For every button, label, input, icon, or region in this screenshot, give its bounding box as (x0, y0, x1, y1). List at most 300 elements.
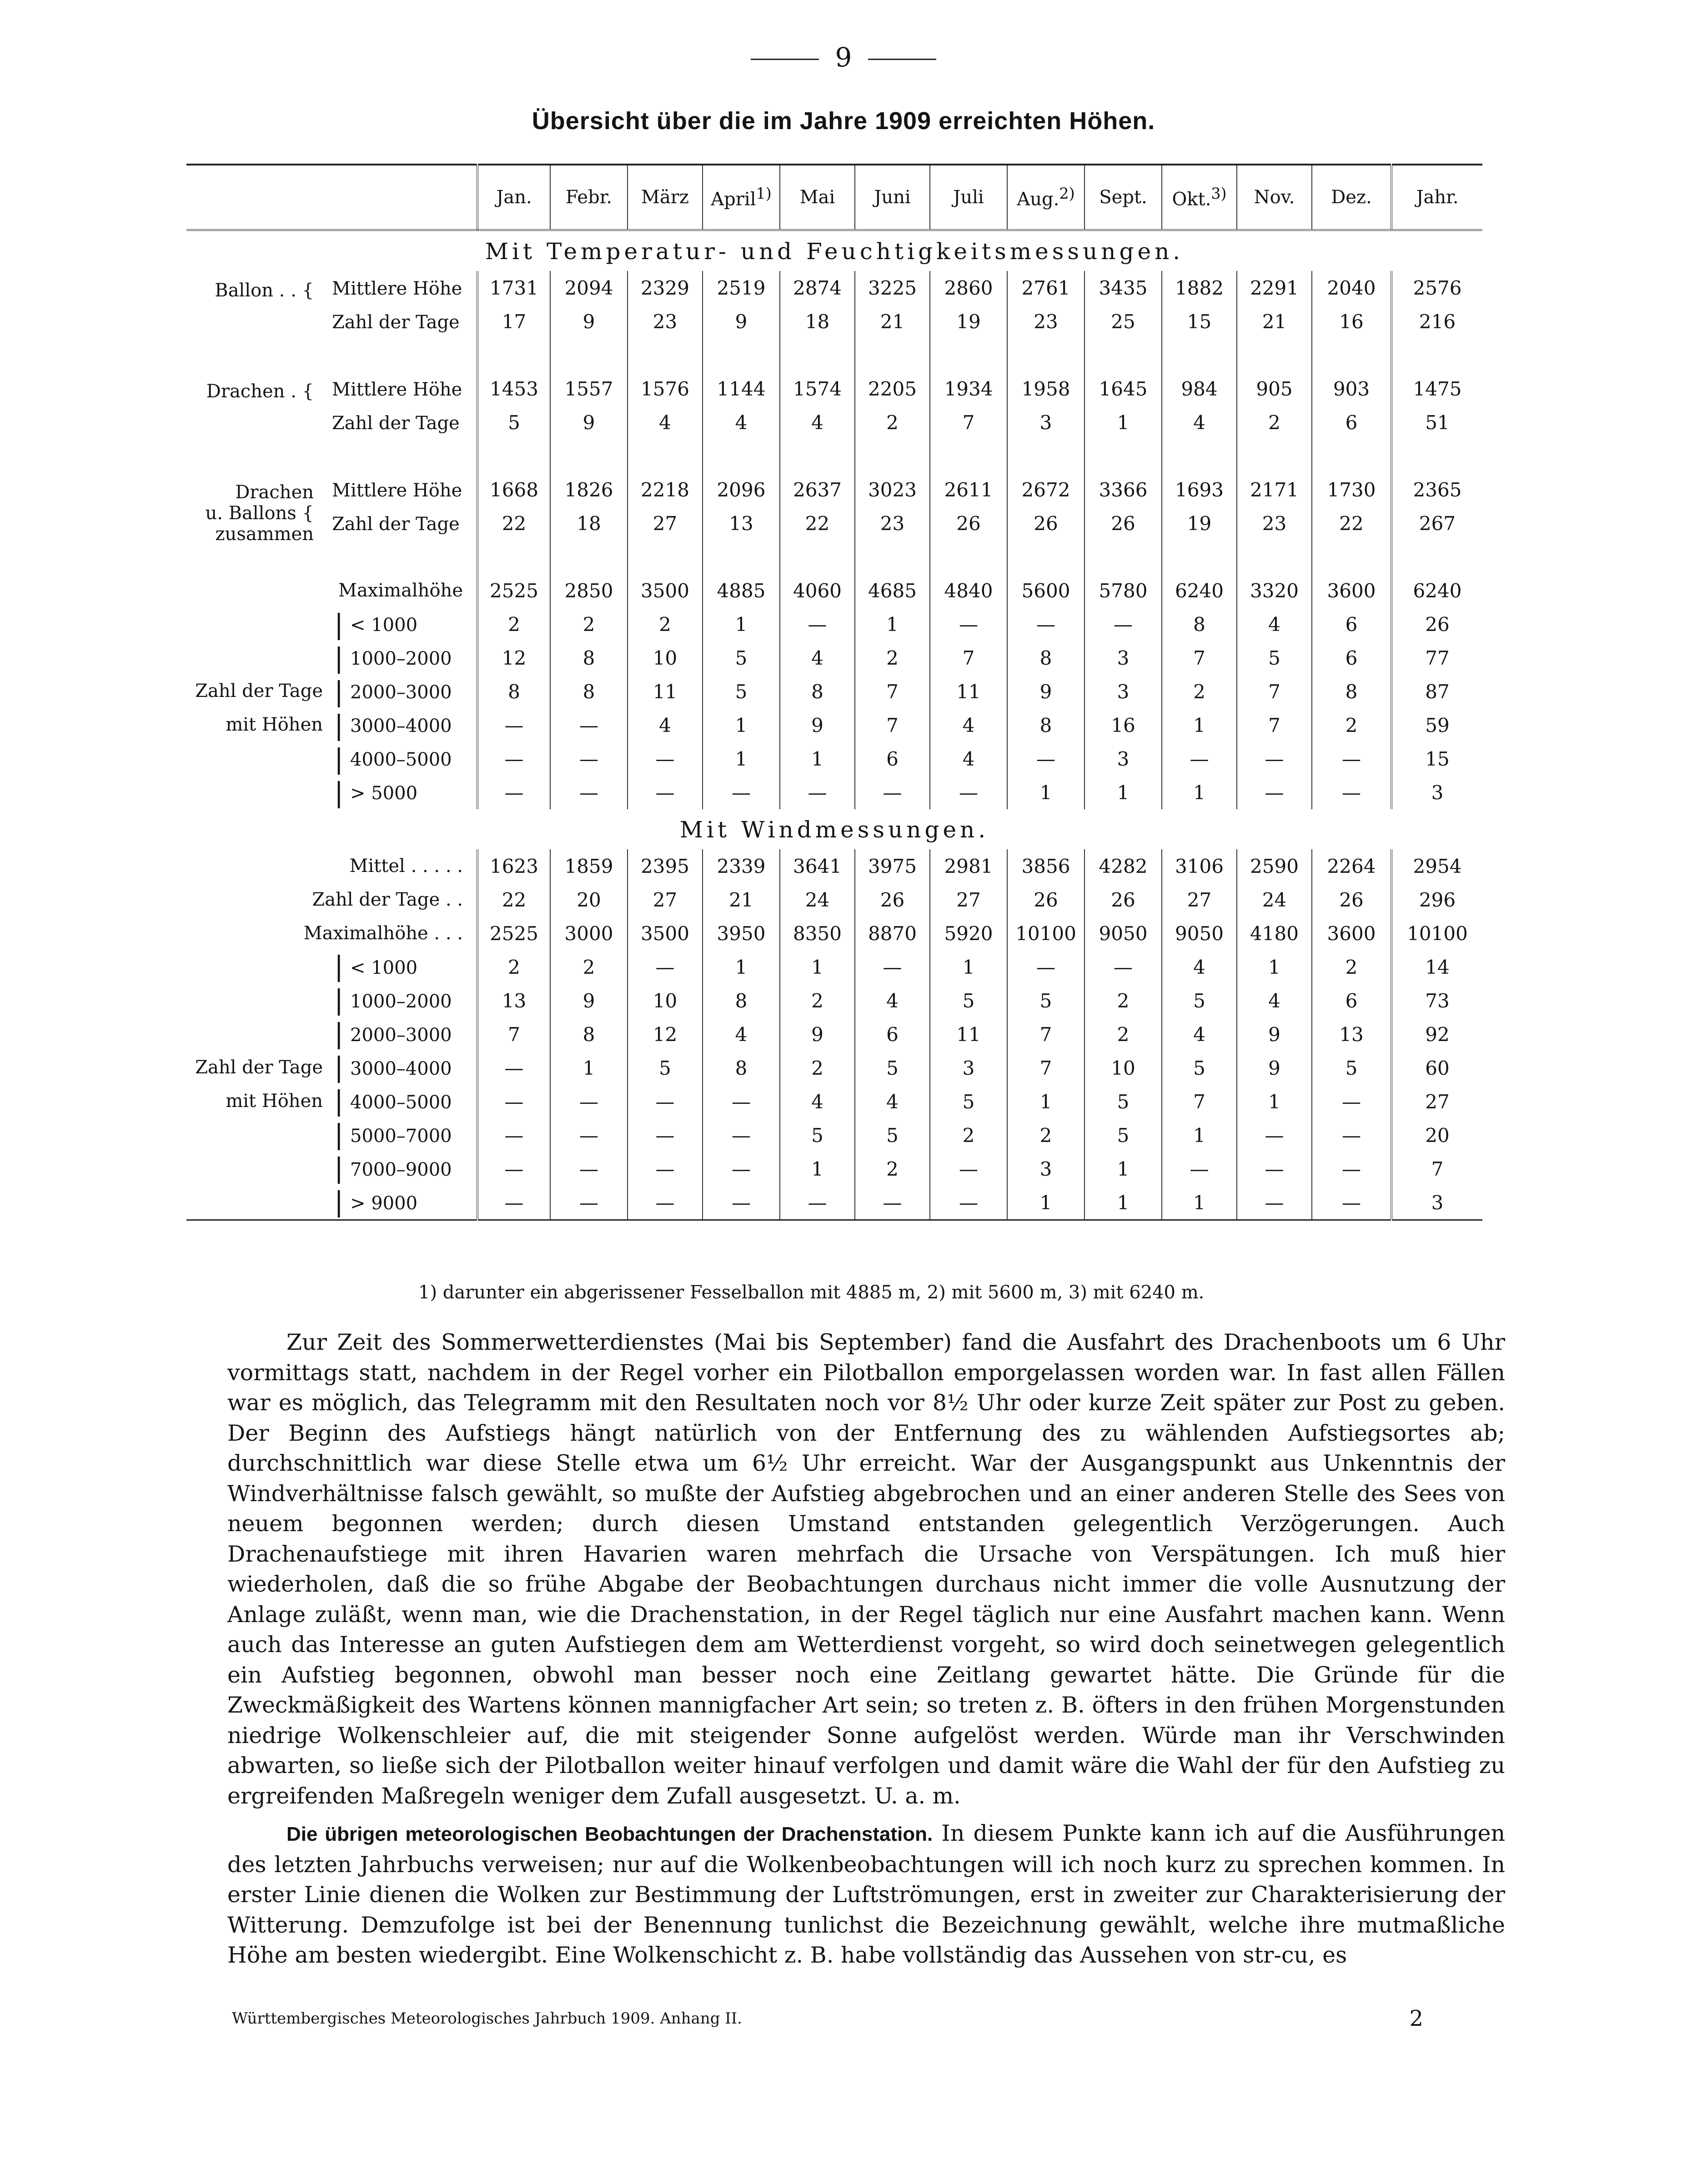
cell-bin2-5-11: — (1312, 1118, 1391, 1152)
drachen-mean-label: Drachen . { Mittlere Höhe (186, 372, 477, 406)
cell-ballon-days-10: 21 (1237, 305, 1312, 338)
paragraph-1 (227, 1327, 1505, 1811)
cell-bin2-0-12: 14 (1391, 950, 1482, 984)
cell-bin2-7-6: — (930, 1186, 1007, 1220)
cell-bin1-0-2: 2 (628, 607, 703, 641)
cell-bin2-0-1: 2 (550, 950, 628, 984)
cell-wmax-8: 9050 (1084, 917, 1162, 950)
cell-drachen-days-7: 3 (1007, 406, 1084, 439)
cell-bin2-0-8: — (1084, 950, 1162, 984)
cell-drachen-days-2: 4 (628, 406, 703, 439)
cell-bin2-2-4: 9 (780, 1017, 855, 1051)
cell-ballon-days-11: 16 (1312, 305, 1391, 338)
cell-bin2-2-12: 92 (1391, 1017, 1482, 1051)
cell-bin2-6-9: — (1162, 1152, 1237, 1186)
cell-bin2-1-9: 5 (1162, 984, 1237, 1017)
cell-bin1-5-0: — (504, 781, 524, 804)
cell-bin1-5-12: 3 (1391, 776, 1482, 809)
cell-bin2-7-1: — (550, 1186, 628, 1220)
cell-bin2-0-4: 1 (780, 950, 855, 984)
cell-bin1-4-2: — (628, 742, 703, 776)
cell-ballon-days-12: 216 (1391, 305, 1482, 338)
cell-ballon-mean-8: 3435 (1084, 271, 1162, 305)
column-header: Aug.$^{2)}$ (1007, 165, 1084, 230)
cell-bin1-3-4: 9 (780, 708, 855, 742)
cell-bin1-0-7: — (1007, 607, 1084, 641)
cell-bin2-6-5: 2 (855, 1152, 930, 1186)
cell-bin1-0-8: — (1084, 607, 1162, 641)
cell-bin2-6-12: 7 (1391, 1152, 1482, 1186)
cell-bin1-4-10: — (1237, 742, 1312, 776)
cell-bin1-1-5: 2 (855, 641, 930, 675)
cell-bin1-1-4: 4 (780, 641, 855, 675)
cell-drachen-days-6: 7 (930, 406, 1007, 439)
cell-bin1-3-11: 2 (1312, 708, 1391, 742)
cell-bin1-5-6: — (930, 776, 1007, 809)
cell-bin1-0-0: 2 (508, 613, 520, 636)
cell-bin2-4-9: 7 (1162, 1085, 1237, 1118)
cell-bin2-1-7: 5 (1007, 984, 1084, 1017)
cell-bin1-0-1: 2 (550, 607, 628, 641)
cell-bin2-3-9: 5 (1162, 1051, 1237, 1085)
cell-wmax-6: 5920 (930, 917, 1007, 950)
cell-wmean-11: 2264 (1312, 849, 1391, 883)
cell-bin2-0-0: 2 (508, 956, 520, 978)
cell-bin2-2-1: 8 (550, 1017, 628, 1051)
cell-combined-mean-6: 2611 (930, 473, 1007, 506)
cell-bin1-3-6: 4 (930, 708, 1007, 742)
cell-combined-mean-5: 3023 (855, 473, 930, 506)
cell-bin2-5-10: — (1237, 1118, 1312, 1152)
cell-bin1-5-1: — (550, 776, 628, 809)
cell-ballon-mean-7: 2761 (1007, 271, 1084, 305)
cell-bin2-0-5: — (855, 950, 930, 984)
ballon-mean-label: Ballon . . { Mittlere Höhe (186, 271, 477, 305)
cell-bin2-1-12: 73 (1391, 984, 1482, 1017)
cell-bin2-6-4: 1 (780, 1152, 855, 1186)
cell-bin2-6-6: — (930, 1152, 1007, 1186)
cell-combined-mean-7: 2672 (1007, 473, 1084, 506)
cell-bin2-1-4: 2 (780, 984, 855, 1017)
cell-bin2-1-5: 4 (855, 984, 930, 1017)
cell-wmean-1: 1859 (550, 849, 628, 883)
cell-ballon-mean-9: 1882 (1162, 271, 1237, 305)
combined-days-label: Zahl der Tage (186, 506, 477, 540)
cell-bin2-2-7: 7 (1007, 1017, 1084, 1051)
cell-bin1-5-4: — (780, 776, 855, 809)
paragraph-2-lead: Die übrigen meteorologischen Beobachtungen der Drachenstation. (286, 1823, 933, 1845)
cell-ballon-mean-3: 2519 (703, 271, 780, 305)
cell-max1-0: 2525 (490, 579, 538, 602)
cell-combined-days-9: 19 (1162, 506, 1237, 540)
cell-wmean-8: 4282 (1084, 849, 1162, 883)
cell-bin2-5-1: — (550, 1118, 628, 1152)
combined-mean-label: Drachen u. Ballons { zusammen Mittlere Höhe (186, 473, 477, 506)
cell-combined-days-3: 13 (703, 506, 780, 540)
cell-wmean-10: 2590 (1237, 849, 1312, 883)
cell-wdays-2: 27 (628, 883, 703, 917)
cell-bin1-1-3: 5 (703, 641, 780, 675)
cell-combined-days-10: 23 (1237, 506, 1312, 540)
cell-combined-days-4: 22 (780, 506, 855, 540)
cell-max1-5: 4685 (855, 574, 930, 607)
column-header: Juli (930, 165, 1007, 230)
cell-bin2-7-8: 1 (1084, 1186, 1162, 1220)
cell-bin2-5-5: 5 (855, 1118, 930, 1152)
cell-combined-mean-4: 2637 (780, 473, 855, 506)
cell-bin1-0-12: 26 (1391, 607, 1482, 641)
column-header: Sept. (1084, 165, 1162, 230)
cell-ballon-days-0: 17 (502, 310, 527, 333)
cell-bin1-3-3: 1 (703, 708, 780, 742)
cell-bin1-2-12: 87 (1391, 675, 1482, 708)
cell-combined-days-11: 22 (1312, 506, 1391, 540)
cell-ballon-days-8: 25 (1084, 305, 1162, 338)
wind-bin-label: | 1000–2000 (186, 984, 477, 1017)
cell-bin2-0-3: 1 (703, 950, 780, 984)
cell-bin2-5-8: 5 (1084, 1118, 1162, 1152)
cell-drachen-days-11: 6 (1312, 406, 1391, 439)
paragraph-1-text: Zur Zeit des Sommerwetterdienstes (Mai bis September) fand die Ausfahrt des Drachenboots um 6 Uhr vormittags statt, nachdem in der Regel vorher ein Pilotballon emporgelassen worden war. In fast allen Fällen war es möglich, das Telegramm mit den Resultaten noch vor 8½ Uhr oder kurze Zeit später zur Post zu geben. Der Beginn des Aufstiegs hängt natürlich von der Entfernung des zu wählenden Aufstiegsortes ab; durchschnittlich war diese Stelle etwa um 6½ Uhr erreicht. War der Ausgangspunkt aus Unkenntnis der Windverhältnisse falsch gewählt, so mußte der Aufstieg abgebrochen und an einer anderen Stelle des Sees von neuem begonnen werden; durch diesen Umstand entstanden gelegentlich Verzögerungen. Auch Drachenaufstiege mit ihren Havarien waren mehrfach die Ursache von Verspätungen. Ich muß hier wiederholen, daß die so frühe Abgabe der Beobachtungen durchaus nicht immer die volle Ausnutzung der Anlage zuläßt, wenn man, wie die Drachenstation, in der Regel täglich nur eine Ausfahrt machen kann. Wenn auch das Interesse an guten Aufstiegen dem am Wetterdienst vorgeht, so wird doch seinetwegen gelegentlich ein Aufstieg begonnen, obwohl man besser noch eine Zeitlang gewartet hätte. Die Gründe für die Zweckmäßigkeit des Wartens können mannigfacher Art sein; so treten z. B. öfters in den frühen Morgenstunden niedrige Wolkenschleier auf, die mit steigender Sonne aufgelöst werden. Würde man ihr Verschwinden abwarten, so ließe sich der Pilotballon weiter hinauf verfolgen und damit wäre die Wahl der für den Aufstieg zu ergreifenden Maßregeln weniger dem Zufall ausgesetzt. U. a. m. (227, 1329, 1505, 1809)
cell-bin2-3-7: 7 (1007, 1051, 1084, 1085)
column-header: Nov. (1237, 165, 1312, 230)
cell-bin2-5-3: — (703, 1118, 780, 1152)
cell-wdays-12: 296 (1391, 883, 1482, 917)
cell-bin1-2-8: 3 (1084, 675, 1162, 708)
column-header: März (628, 165, 703, 230)
cell-combined-mean-1: 1826 (550, 473, 628, 506)
cell-max1-4: 4060 (780, 574, 855, 607)
cell-bin2-7-5: — (855, 1186, 930, 1220)
cell-combined-mean-8: 3366 (1084, 473, 1162, 506)
cell-bin1-2-7: 9 (1007, 675, 1084, 708)
bin-label: Zahl der Tage | 2000–3000 (186, 675, 477, 708)
cell-bin1-2-1: 8 (550, 675, 628, 708)
cell-bin2-3-1: 1 (550, 1051, 628, 1085)
cell-bin2-1-10: 4 (1237, 984, 1312, 1017)
cell-bin2-0-6: 1 (930, 950, 1007, 984)
cell-combined-mean-3: 2096 (703, 473, 780, 506)
cell-bin1-3-8: 16 (1084, 708, 1162, 742)
cell-bin1-5-5: — (855, 776, 930, 809)
cell-bin2-6-2: — (628, 1152, 703, 1186)
bin-label: | 1000–2000 (186, 641, 477, 675)
bin-label: | > 5000 (186, 776, 477, 809)
cell-bin2-5-7: 2 (1007, 1118, 1084, 1152)
cell-combined-mean-10: 2171 (1237, 473, 1312, 506)
cell-bin2-3-2: 5 (628, 1051, 703, 1085)
cell-bin1-4-12: 15 (1391, 742, 1482, 776)
cell-bin2-2-10: 9 (1237, 1017, 1312, 1051)
cell-wdays-1: 20 (550, 883, 628, 917)
cell-bin1-1-7: 8 (1007, 641, 1084, 675)
cell-drachen-days-10: 2 (1237, 406, 1312, 439)
cell-wmax-10: 4180 (1237, 917, 1312, 950)
cell-drachen-mean-0: 1453 (490, 377, 538, 400)
cell-wmax-2: 3500 (628, 917, 703, 950)
cell-wmean-3: 2339 (703, 849, 780, 883)
cell-combined-days-8: 26 (1084, 506, 1162, 540)
cell-wmax-9: 9050 (1162, 917, 1237, 950)
cell-bin1-5-3: — (703, 776, 780, 809)
cell-wmax-5: 8870 (855, 917, 930, 950)
column-header: Jan. (477, 165, 550, 230)
cell-ballon-mean-5: 3225 (855, 271, 930, 305)
cell-bin1-3-1: — (550, 708, 628, 742)
cell-bin1-5-2: — (628, 776, 703, 809)
cell-bin2-6-7: 3 (1007, 1152, 1084, 1186)
cell-bin2-3-10: 9 (1237, 1051, 1312, 1085)
cell-bin2-3-12: 60 (1391, 1051, 1482, 1085)
cell-drachen-mean-6: 1934 (930, 372, 1007, 406)
cell-ballon-days-1: 9 (550, 305, 628, 338)
cell-ballon-days-5: 21 (855, 305, 930, 338)
cell-bin1-3-9: 1 (1162, 708, 1237, 742)
cell-wmean-2: 2395 (628, 849, 703, 883)
ballon-days-label: Zahl der Tage (186, 305, 477, 338)
cell-wdays-3: 21 (703, 883, 780, 917)
cell-wdays-7: 26 (1007, 883, 1084, 917)
drachen-days-label: Zahl der Tage (186, 406, 477, 439)
cell-bin2-7-0: — (504, 1191, 524, 1214)
cell-max1-1: 2850 (550, 574, 628, 607)
cell-bin1-0-5: 1 (855, 607, 930, 641)
column-header: Juni (855, 165, 930, 230)
cell-bin1-3-5: 7 (855, 708, 930, 742)
cell-bin1-2-0: 8 (508, 680, 520, 703)
cell-bin2-3-5: 5 (855, 1051, 930, 1085)
cell-max1-10: 3320 (1237, 574, 1312, 607)
cell-bin2-2-2: 12 (628, 1017, 703, 1051)
cell-bin1-1-12: 77 (1391, 641, 1482, 675)
cell-bin1-5-9: 1 (1162, 776, 1237, 809)
cell-bin2-1-6: 5 (930, 984, 1007, 1017)
cell-bin2-4-4: 4 (780, 1085, 855, 1118)
cell-combined-days-2: 27 (628, 506, 703, 540)
cell-drachen-days-0: 5 (508, 411, 520, 434)
cell-combined-days-7: 26 (1007, 506, 1084, 540)
cell-bin1-4-6: 4 (930, 742, 1007, 776)
cell-bin1-4-0: — (504, 747, 524, 770)
heights-table (186, 164, 1482, 1225)
cell-bin1-1-9: 7 (1162, 641, 1237, 675)
cell-bin2-7-12: 3 (1391, 1186, 1482, 1220)
column-header: Dez. (1312, 165, 1391, 230)
cell-max1-6: 4840 (930, 574, 1007, 607)
cell-drachen-mean-8: 1645 (1084, 372, 1162, 406)
cell-drachen-mean-4: 1574 (780, 372, 855, 406)
cell-bin2-3-4: 2 (780, 1051, 855, 1085)
cell-bin2-0-2: — (628, 950, 703, 984)
cell-wmax-4: 8350 (780, 917, 855, 950)
cell-bin1-4-9: — (1162, 742, 1237, 776)
cell-bin1-4-4: 1 (780, 742, 855, 776)
cell-bin2-5-2: — (628, 1118, 703, 1152)
cell-bin1-0-4: — (780, 607, 855, 641)
cell-ballon-mean-4: 2874 (780, 271, 855, 305)
cell-bin2-3-11: 5 (1312, 1051, 1391, 1085)
cell-max1-2: 3500 (628, 574, 703, 607)
cell-wmean-12: 2954 (1391, 849, 1482, 883)
cell-bin1-2-5: 7 (855, 675, 930, 708)
page-number: 9 (707, 42, 980, 73)
footer-text: Württembergisches Meteorologisches Jahrbuch 1909. Anhang II. (232, 2009, 742, 2028)
cell-combined-mean-0: 1668 (490, 478, 538, 501)
footer-number: 2 (1409, 2006, 1423, 2031)
page-footer (232, 2006, 1423, 2031)
cell-wmax-3: 3950 (703, 917, 780, 950)
cell-ballon-mean-2: 2329 (628, 271, 703, 305)
cell-ballon-days-6: 19 (930, 305, 1007, 338)
cell-bin2-2-0: 7 (508, 1023, 520, 1046)
cell-wdays-0: 22 (502, 888, 527, 911)
cell-bin2-2-9: 4 (1162, 1017, 1237, 1051)
cell-bin2-2-8: 2 (1084, 1017, 1162, 1051)
cell-ballon-days-7: 23 (1007, 305, 1084, 338)
cell-bin1-2-11: 8 (1312, 675, 1391, 708)
cell-wmean-0: 1623 (490, 855, 538, 877)
cell-drachen-mean-5: 2205 (855, 372, 930, 406)
cell-bin1-2-9: 2 (1162, 675, 1237, 708)
cell-bin2-4-5: 4 (855, 1085, 930, 1118)
cell-max1-3: 4885 (703, 574, 780, 607)
cell-wmax-0: 2525 (490, 922, 538, 945)
cell-bin1-4-3: 1 (703, 742, 780, 776)
wind-bin-label: Zahl der Tage | 3000–4000 (186, 1051, 477, 1085)
cell-drachen-mean-1: 1557 (550, 372, 628, 406)
cell-bin1-3-0: — (504, 714, 524, 736)
cell-bin2-4-2: — (628, 1085, 703, 1118)
section-title-temperature: Mit Temperatur- und Feuchtigkeitsmessungen. (485, 238, 1184, 265)
cell-bin1-4-5: 6 (855, 742, 930, 776)
cell-drachen-mean-11: 903 (1312, 372, 1391, 406)
cell-ballon-days-4: 18 (780, 305, 855, 338)
cell-bin2-7-11: — (1312, 1186, 1391, 1220)
cell-bin2-4-12: 27 (1391, 1085, 1482, 1118)
cell-bin1-1-0: 12 (502, 646, 527, 669)
cell-wdays-8: 26 (1084, 883, 1162, 917)
cell-drachen-days-8: 1 (1084, 406, 1162, 439)
cell-bin2-3-0: — (504, 1057, 524, 1079)
wind-bin-label: | > 9000 (186, 1186, 477, 1220)
cell-bin2-0-10: 1 (1237, 950, 1312, 984)
wind-bin-label: | < 1000 (186, 950, 477, 984)
cell-combined-days-0: 22 (502, 512, 527, 535)
cell-drachen-mean-2: 1576 (628, 372, 703, 406)
cell-combined-days-12: 267 (1391, 506, 1482, 540)
cell-drachen-days-9: 4 (1162, 406, 1237, 439)
cell-bin2-0-7: — (1007, 950, 1084, 984)
cell-bin2-3-8: 10 (1084, 1051, 1162, 1085)
cell-bin1-1-8: 3 (1084, 641, 1162, 675)
cell-bin2-7-4: — (780, 1186, 855, 1220)
cell-combined-days-6: 26 (930, 506, 1007, 540)
cell-wmean-6: 2981 (930, 849, 1007, 883)
cell-wmean-7: 3856 (1007, 849, 1084, 883)
cell-wmean-4: 3641 (780, 849, 855, 883)
section-title-wind: Mit Windmessungen. (679, 816, 989, 843)
cell-wdays-5: 26 (855, 883, 930, 917)
cell-combined-mean-12: 2365 (1391, 473, 1482, 506)
cell-bin2-7-7: 1 (1007, 1186, 1084, 1220)
cell-bin2-4-7: 1 (1007, 1085, 1084, 1118)
cell-drachen-days-5: 2 (855, 406, 930, 439)
cell-drachen-days-1: 9 (550, 406, 628, 439)
max-label: Maximalhöhe (186, 574, 477, 607)
cell-bin2-1-0: 13 (502, 989, 527, 1012)
cell-wmax-1: 3000 (550, 917, 628, 950)
cell-wmean-9: 3106 (1162, 849, 1237, 883)
column-header: Febr. (550, 165, 628, 230)
cell-bin1-2-2: 11 (628, 675, 703, 708)
cell-bin2-6-10: — (1237, 1152, 1312, 1186)
cell-wmax-12: 10100 (1391, 917, 1482, 950)
cell-bin2-4-1: — (550, 1085, 628, 1118)
cell-ballon-days-2: 23 (628, 305, 703, 338)
cell-bin1-4-11: — (1312, 742, 1391, 776)
wind-bin-label: | 2000–3000 (186, 1017, 477, 1051)
cell-bin1-0-6: — (930, 607, 1007, 641)
wind-bin-label: mit Höhen | 4000–5000 (186, 1085, 477, 1118)
cell-wdays-11: 26 (1312, 883, 1391, 917)
cell-bin2-5-12: 20 (1391, 1118, 1482, 1152)
cell-bin1-1-1: 8 (550, 641, 628, 675)
cell-bin1-0-3: 1 (703, 607, 780, 641)
column-header: Okt.$^{3)}$ (1162, 165, 1237, 230)
cell-bin1-5-10: — (1237, 776, 1312, 809)
column-header: April$^{1)}$ (703, 165, 780, 230)
cell-bin2-5-6: 2 (930, 1118, 1007, 1152)
cell-bin2-1-1: 9 (550, 984, 628, 1017)
cell-drachen-mean-12: 1475 (1391, 372, 1482, 406)
cell-wdays-10: 24 (1237, 883, 1312, 917)
cell-bin2-3-6: 3 (930, 1051, 1007, 1085)
cell-bin1-2-4: 8 (780, 675, 855, 708)
cell-bin2-2-6: 11 (930, 1017, 1007, 1051)
cell-ballon-days-3: 9 (703, 305, 780, 338)
cell-drachen-mean-9: 984 (1162, 372, 1237, 406)
bin-label: mit Höhen | 3000–4000 (186, 708, 477, 742)
cell-ballon-mean-11: 2040 (1312, 271, 1391, 305)
cell-bin2-6-8: 1 (1084, 1152, 1162, 1186)
cell-bin2-1-11: 6 (1312, 984, 1391, 1017)
cell-drachen-mean-10: 905 (1237, 372, 1312, 406)
cell-bin2-0-11: 2 (1312, 950, 1391, 984)
cell-combined-mean-2: 2218 (628, 473, 703, 506)
wind-bin-label: | 7000–9000 (186, 1152, 477, 1186)
wind-max-label: Maximalhöhe . . . (186, 917, 477, 950)
cell-bin1-2-10: 7 (1237, 675, 1312, 708)
cell-max1-11: 3600 (1312, 574, 1391, 607)
cell-drachen-days-4: 4 (780, 406, 855, 439)
bin-label: | 4000–5000 (186, 742, 477, 776)
cell-drachen-mean-3: 1144 (703, 372, 780, 406)
bin-label: | < 1000 (186, 607, 477, 641)
cell-ballon-mean-6: 2860 (930, 271, 1007, 305)
cell-wdays-4: 24 (780, 883, 855, 917)
cell-wmean-5: 3975 (855, 849, 930, 883)
cell-bin2-7-10: — (1237, 1186, 1312, 1220)
cell-bin1-0-10: 4 (1237, 607, 1312, 641)
cell-max1-8: 5780 (1084, 574, 1162, 607)
cell-ballon-days-9: 15 (1162, 305, 1237, 338)
cell-bin2-2-3: 4 (703, 1017, 780, 1051)
wind-days-label: Zahl der Tage . . (186, 883, 477, 917)
cell-bin1-2-6: 11 (930, 675, 1007, 708)
cell-bin1-4-8: 3 (1084, 742, 1162, 776)
cell-wmax-7: 10100 (1007, 917, 1084, 950)
cell-max1-12: 6240 (1391, 574, 1482, 607)
